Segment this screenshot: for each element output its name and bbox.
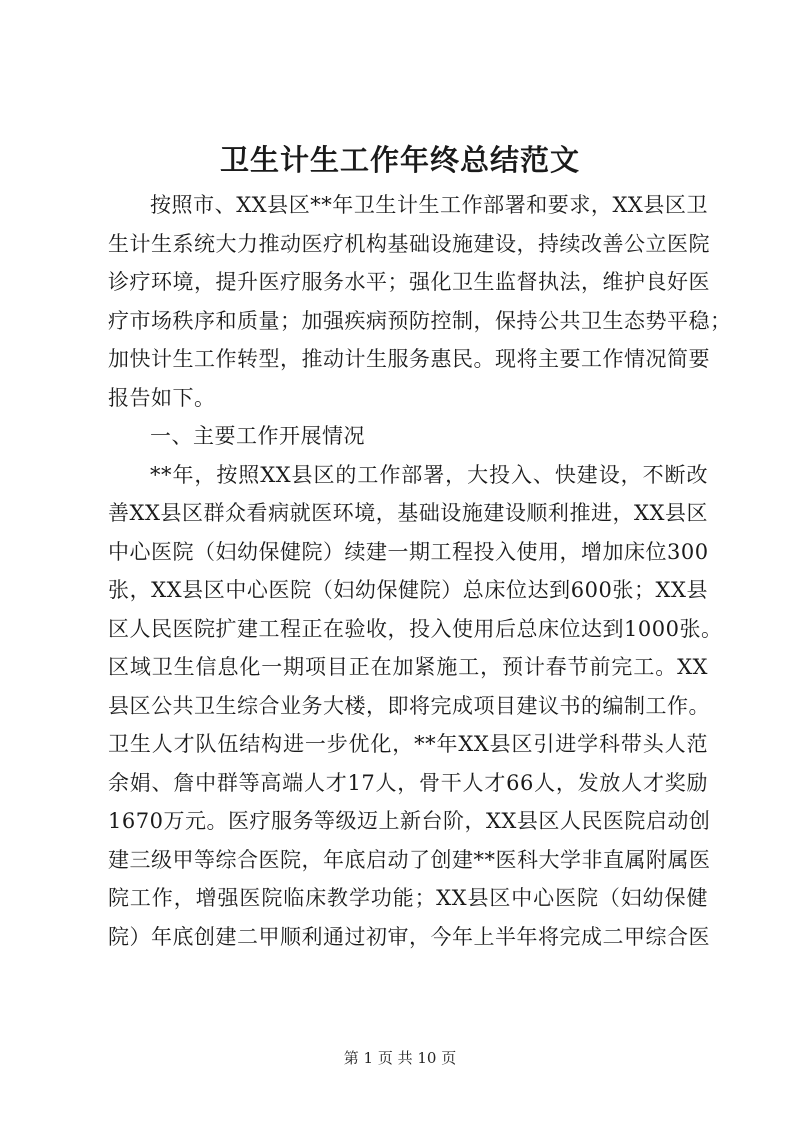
paragraph-line: 善XX县区群众看病就医环境，基础设施建设顺利推进，XX县区: [108, 501, 708, 525]
paragraph-line: 院工作，增强医院临床教学功能；XX县区中心医院（妇幼保健: [108, 886, 708, 910]
paragraph-line: 疗市场秩序和质量；加强疾病预防控制，保持公共卫生态势平稳；: [108, 308, 732, 333]
paragraph-line: 加快计生工作转型，推动计生服务惠民。现将主要工作情况简要: [108, 347, 710, 371]
paragraph-line: 诊疗环境，提升医疗服务水平；强化卫生监督执法，维护良好医: [108, 270, 710, 294]
paragraph-line: 县区公共卫生综合业务大楼，即将完成项目建议书的编制工作。: [108, 693, 710, 718]
paragraph-line: 院）年底创建二甲顺利通过初审，今年上半年将完成二甲综合医: [108, 924, 710, 949]
section-heading: 一、主要工作开展情况: [150, 424, 365, 448]
paragraph-line: 报告如下。: [108, 385, 216, 410]
paragraph-line: 中心医院（妇幼保健院）续建一期工程投入使用，增加床位300: [108, 539, 709, 564]
paragraph-line: 余娟、詹中群等高端人才17人，骨干人才66人，发放人才奖励: [108, 770, 708, 795]
page-number: 第 1 页 共 10 页: [343, 1049, 457, 1067]
paragraph-line: 生计生系统大力推动医疗机构基础设施建设，持续改善公立医院: [108, 231, 710, 256]
document-body: [108, 186, 732, 956]
paragraph-line: 建三级甲等综合医院，年底启动了创建**医科大学非直属附属医: [108, 847, 711, 872]
paragraph-line: 卫生人才队伍结构进一步优化，**年XX县区引进学科带头人范: [108, 732, 708, 756]
paragraph-line: 张，XX县区中心医院（妇幼保健院）总床位达到600张；XX县: [108, 578, 708, 602]
paragraph-line: 按照市、XX县区**年卫生计生工作部署和要求，XX县区卫: [150, 193, 708, 217]
paragraph-line: 区人民医院扩建工程正在验收，投入使用后总床位达到1000张。: [108, 616, 723, 641]
document-title: 卫生计生工作年终总结范文: [219, 143, 580, 177]
paragraph-line: 区域卫生信息化一期项目正在加紧施工，预计春节前完工。XX: [108, 655, 708, 679]
paragraph-line: **年，按照XX县区的工作部署，大投入、快建设，不断改: [150, 462, 708, 487]
paragraph-line: 1670万元。医疗服务等级迈上新台阶，XX县区人民医院启动创: [108, 809, 711, 833]
